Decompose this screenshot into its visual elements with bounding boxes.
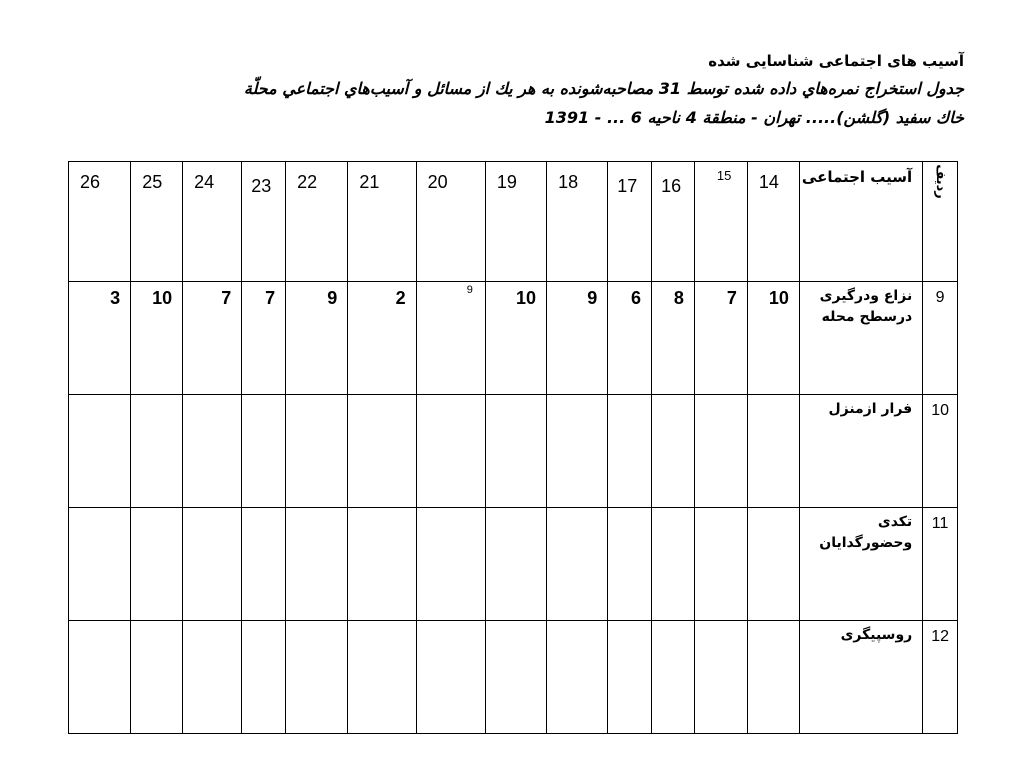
row-number-cell: 11 — [923, 508, 958, 621]
score-cell — [242, 508, 286, 621]
column-header: 23 — [242, 162, 286, 282]
score-cell — [348, 621, 416, 734]
column-header: 15 — [694, 162, 747, 282]
document-heading — [64, 50, 964, 132]
score-cell — [131, 508, 183, 621]
score-cell — [416, 395, 485, 508]
score-cell — [747, 395, 799, 508]
table-row — [69, 621, 958, 734]
category-cell: فرار ازمنزل — [799, 395, 922, 508]
score-cell — [485, 508, 546, 621]
score-cell: 10 — [747, 282, 799, 395]
column-header: 25 — [131, 162, 183, 282]
score-cell — [485, 395, 546, 508]
score-cell — [608, 395, 652, 508]
row-number-cell: 9 — [923, 282, 958, 395]
score-cell — [652, 395, 695, 508]
score-cell — [131, 621, 183, 734]
column-header: 16 — [652, 162, 695, 282]
score-cell — [694, 621, 747, 734]
score-cell — [547, 395, 608, 508]
score-cell — [183, 395, 242, 508]
score-cell — [183, 508, 242, 621]
score-cell — [69, 621, 131, 734]
score-cell — [416, 621, 485, 734]
row-number-column-header — [923, 162, 958, 282]
column-header: 26 — [69, 162, 131, 282]
score-cell — [348, 508, 416, 621]
score-cell — [747, 621, 799, 734]
column-header: 17 — [608, 162, 652, 282]
score-cell — [286, 508, 348, 621]
column-header: 22 — [286, 162, 348, 282]
score-cell — [652, 621, 695, 734]
table-row — [69, 395, 958, 508]
row-number-cell: 10 — [923, 395, 958, 508]
table-caption-location: خاك سفيد (گلشن)..... تهران - منطقة 4 ناحيه 6 ... - 1391 — [544, 108, 964, 127]
score-cell — [694, 508, 747, 621]
score-cell — [183, 621, 242, 734]
score-cell — [131, 395, 183, 508]
score-cell — [485, 621, 546, 734]
score-cell — [747, 508, 799, 621]
column-header: 19 — [485, 162, 546, 282]
score-cell: 9 — [286, 282, 348, 395]
score-cell — [69, 508, 131, 621]
table-row — [69, 282, 958, 395]
table-row — [69, 508, 958, 621]
score-cell — [547, 508, 608, 621]
page-title: آسیب های اجتماعی شناسایی شده — [708, 52, 964, 70]
score-cell: 7 — [183, 282, 242, 395]
row-number-header-label: رديف — [932, 164, 948, 199]
score-cell — [69, 395, 131, 508]
score-cell — [694, 395, 747, 508]
score-cell — [547, 621, 608, 734]
score-cell — [286, 395, 348, 508]
row-number-cell: 12 — [923, 621, 958, 734]
score-cell: 7 — [694, 282, 747, 395]
column-header: 14 — [747, 162, 799, 282]
score-cell: 3 — [69, 282, 131, 395]
column-header: 18 — [547, 162, 608, 282]
score-cell — [416, 508, 485, 621]
score-cell — [608, 621, 652, 734]
score-cell: 6 — [608, 282, 652, 395]
score-cell — [348, 395, 416, 508]
score-cell: 2 — [348, 282, 416, 395]
score-cell: 7 — [242, 282, 286, 395]
category-column-header: آسیب اجتماعی — [799, 162, 922, 282]
category-cell: روسپیگری — [799, 621, 922, 734]
category-cell: نزاع ودرگیری درسطح محله — [799, 282, 922, 395]
score-cell: 10 — [485, 282, 546, 395]
score-cell — [608, 508, 652, 621]
table-caption: جدول استخراج نمره‌هاي داده شده توسط 31 مصاحبه‌شونده به هر يك از مسائل و آسيب‌هاي اجتماعي محلّة — [243, 79, 964, 98]
column-header: 24 — [183, 162, 242, 282]
score-cell: 10 — [131, 282, 183, 395]
score-cell: 9 — [547, 282, 608, 395]
score-cell — [242, 395, 286, 508]
column-header: 20 — [416, 162, 485, 282]
scores-table — [68, 161, 958, 734]
table-header-row — [69, 162, 958, 282]
score-cell: 8 — [652, 282, 695, 395]
category-cell: تکدی وحضورگدایان — [799, 508, 922, 621]
score-cell — [242, 621, 286, 734]
score-cell — [286, 621, 348, 734]
score-cell — [652, 508, 695, 621]
column-header: 21 — [348, 162, 416, 282]
score-cell: 9 — [416, 282, 485, 395]
